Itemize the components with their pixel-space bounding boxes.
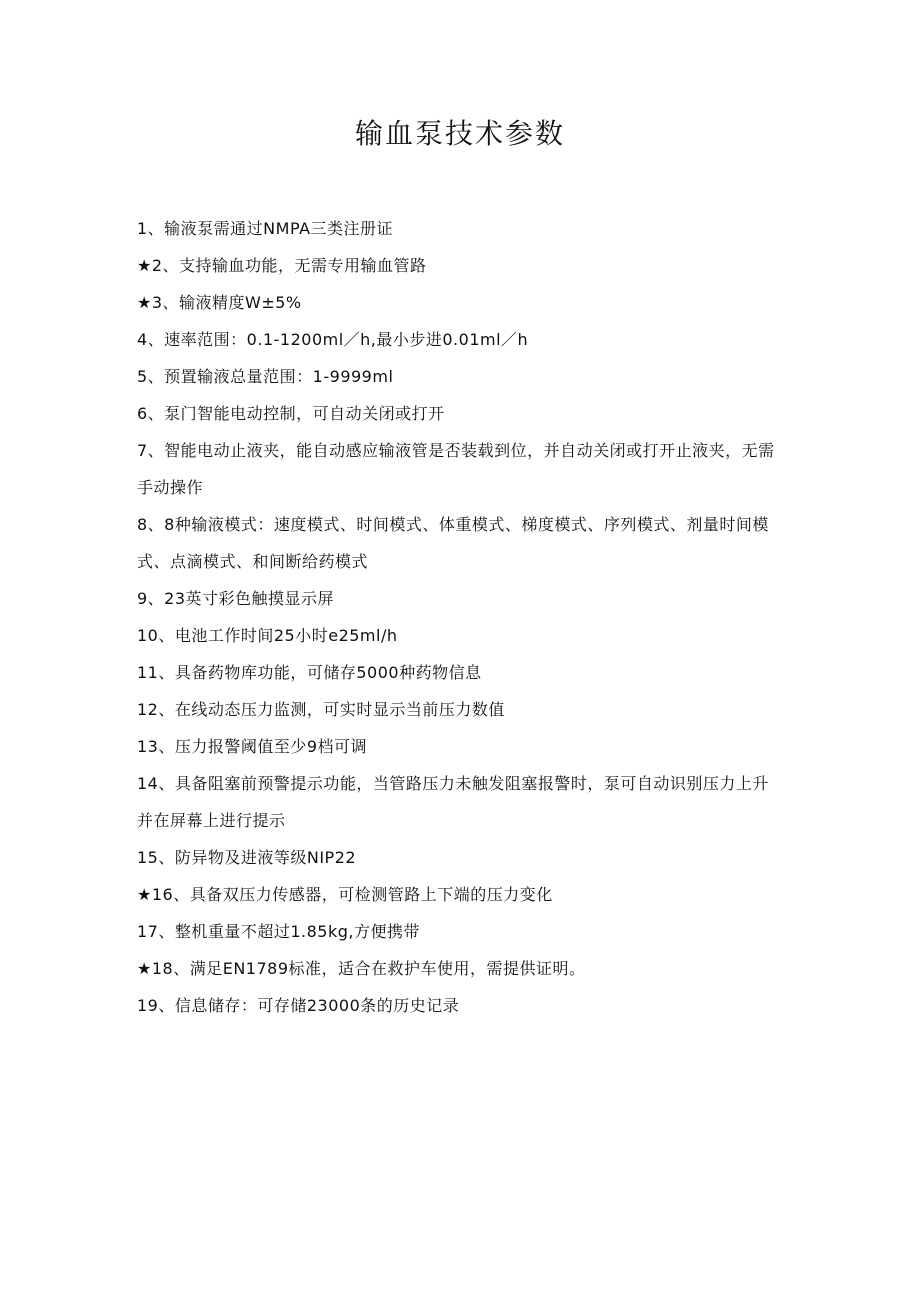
spec-item-11: 11、具备药物库功能，可储存5000种药物信息 xyxy=(137,663,482,682)
spec-item-9: 9、23英寸彩色触摸显示屏 xyxy=(137,589,335,608)
spec-item-2: ★2、支持输血功能，无需专用输血管路 xyxy=(137,256,427,275)
spec-item-16: ★16、具备双压力传感器，可检测管路上下端的压力变化 xyxy=(137,885,553,904)
spec-item-15: 15、防异物及进液等级NIP22 xyxy=(137,848,357,867)
spec-item-5: 5、预置输液总量范围：1-9999ml xyxy=(137,367,394,386)
spec-list xyxy=(137,210,785,1024)
spec-item-7: 7、智能电动止液夹，能自动感应输液管是否装载到位，并自动关闭或打开止液夹，无需手动操作 xyxy=(137,441,775,497)
spec-item-13: 13、压力报警阈值至少9档可调 xyxy=(137,737,368,756)
spec-item-4: 4、速率范围：0.1-1200ml／h,最小步进0.01ml／h xyxy=(137,330,529,349)
spec-item-8: 8、8种输液模式：速度模式、时间模式、体重模式、梯度模式、序列模式、剂量时间模式、点滴模式、和间断给药模式 xyxy=(137,515,769,571)
spec-item-14: 14、具备阻塞前预警提示功能，当管路压力未触发阻塞报警时，泵可自动识别压力上升并在屏幕上进行提示 xyxy=(137,774,769,830)
spec-item-3: ★3、输液精度W±5% xyxy=(137,293,302,312)
spec-item-10: 10、电池工作时间25小时e25ml/h xyxy=(137,626,398,645)
spec-item-18: ★18、满足EN1789标准，适合在救护车使用，需提供证明。 xyxy=(137,959,586,978)
spec-item-19: 19、信息储存：可存储23000条的历史记录 xyxy=(137,996,460,1015)
spec-item-1: 1、输液泵需通过NMPA三类注册证 xyxy=(137,219,394,238)
document-title: 输血泵技术参数 xyxy=(354,117,565,150)
spec-item-6: 6、泵门智能电动控制，可自动关闭或打开 xyxy=(137,404,445,423)
spec-item-17: 17、整机重量不超过1.85kg,方便携带 xyxy=(137,922,420,941)
spec-item-12: 12、在线动态压力监测，可实时显示当前压力数值 xyxy=(137,700,505,719)
